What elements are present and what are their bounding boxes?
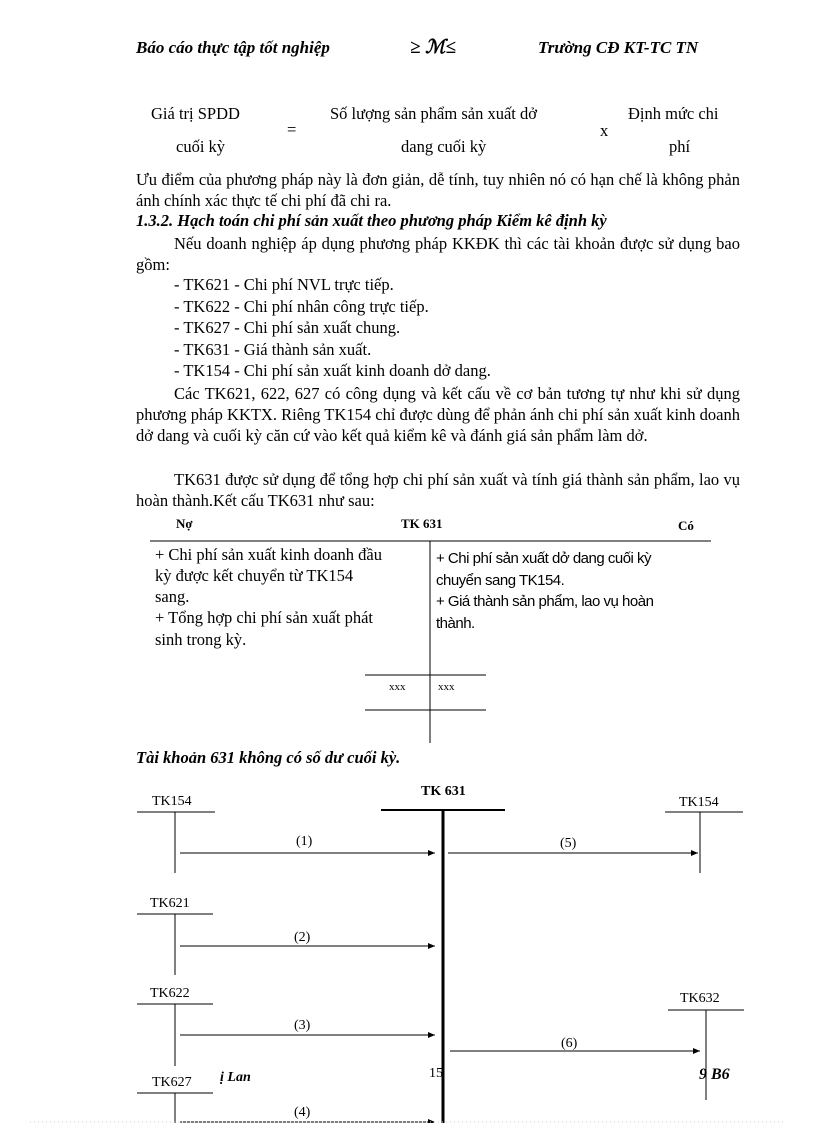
t-account-debit-line: + Chi phí sản xuất kinh doanh đầu <box>155 545 382 564</box>
footer-right: 9 B6 <box>699 1066 730 1083</box>
t-account-debit-line: sinh trong kỳ. <box>155 630 247 649</box>
t-account-debit-line: + Tổng hợp chi phí sản xuất phát <box>155 608 373 627</box>
paragraph-intro-text: Nếu doanh nghiệp áp dụng phương pháp KKĐK thì các tài khoản được sử dụng bao gồm: <box>136 234 740 274</box>
formula-mid-line2: dang cuối kỳ <box>401 137 487 156</box>
list-item: - TK621 - Chi phí NVL trực tiếp. <box>174 275 394 294</box>
diagram-tk632: TK632 <box>680 991 720 1006</box>
header-right: Trường CĐ KT-TC TN <box>538 38 699 57</box>
diagram-tk621: TK621 <box>150 896 190 911</box>
formula-lhs-line2: cuối kỳ <box>176 137 226 156</box>
section-heading: 1.3.2. Hạch toán chi phí sản xuất theo phương pháp Kiểm kê định kỳ <box>136 211 607 230</box>
arrow-label: (3) <box>294 1018 311 1033</box>
list-item: - TK154 - Chi phí sản xuất kinh doanh dở dang. <box>174 361 491 380</box>
footer-page-number: 15 <box>429 1066 443 1081</box>
arrow-label: (6) <box>561 1036 578 1051</box>
list-item: - TK627 - Chi phí sản xuất chung. <box>174 318 401 337</box>
arrow-label: (1) <box>296 834 313 849</box>
t-account-credit-line: + Chi phí sản xuất dở dang cuối kỳ <box>436 550 652 567</box>
formula-mid-line1: Số lượng sản phẩm sản xuất dở <box>330 104 537 123</box>
arrow-label: (4) <box>294 1105 311 1120</box>
diagram-tk154-left: TK154 <box>152 794 192 809</box>
formula-times: x <box>600 121 609 140</box>
t-account-credit-line: + Giá thành sản phẩm, lao vụ hoàn <box>436 593 654 610</box>
formula-rhs-line2: phí <box>669 137 691 156</box>
t-account-total-credit: xxx <box>438 681 455 693</box>
t-account-title: TK 631 <box>401 516 443 531</box>
footer-left: ị Lan <box>220 1070 251 1085</box>
t-account-credit-line: chuyển sang TK154. <box>436 572 565 589</box>
t-account-debit-line: kỳ được kết chuyển từ TK154 <box>155 566 354 585</box>
diagram-center-account: TK 631 <box>421 784 466 799</box>
formula-lhs-line1: Giá trị SPDD <box>151 104 240 123</box>
formula-equals: = <box>287 120 297 139</box>
paragraph-accounts-text: Các TK621, 622, 627 có công dụng và kết cấu về cơ bản tương tự như khi sử dụng phương pháp KKTX. Riêng TK154 chỉ được dùng để phản ánh chi phí sản xuất kinh doanh dở dang và cuối kỳ căn cứ vào kết quả kiểm kê và đánh giá sản phẩm làm dở. <box>136 384 740 445</box>
formula-rhs-line1: Định mức chi <box>628 104 719 123</box>
list-item: - TK622 - Chi phí nhân công trực tiếp. <box>174 297 429 316</box>
header-left: Báo cáo thực tập tốt nghiệp <box>136 38 330 57</box>
arrow-label: (2) <box>294 930 311 945</box>
t-account-credit-line: thành. <box>436 615 475 632</box>
header-logo: ≥ ℳ≤ <box>410 37 456 58</box>
arrow-label: (5) <box>560 836 577 851</box>
list-item: - TK631 - Giá thành sản xuất. <box>174 340 372 359</box>
t-account-debit-label: Nợ <box>176 516 193 531</box>
paragraph-tk631-text: TK631 được sử dụng để tổng hợp chi phí sản xuất và tính giá thành sản phẩm, lao vụ hoàn thành.Kết cấu TK631 như sau: <box>136 470 740 510</box>
diagram-tk622: TK622 <box>150 986 190 1001</box>
closing-balance-note: Tài khoản 631 không có số dư cuối kỳ. <box>136 748 401 767</box>
t-account-total-debit: xxx <box>389 681 406 693</box>
t-account-credit-label: Có <box>678 518 694 533</box>
diagram-tk627: TK627 <box>152 1075 192 1090</box>
diagram-tk154-right: TK154 <box>679 795 719 810</box>
paragraph-advantage: Ưu điểm của phương pháp này là đơn giản, dễ tính, tuy nhiên nó có hạn chế là không phản ánh chính xác thực tế chi phí đã chi ra. <box>136 170 740 210</box>
t-account-debit-line: sang. <box>155 587 190 606</box>
